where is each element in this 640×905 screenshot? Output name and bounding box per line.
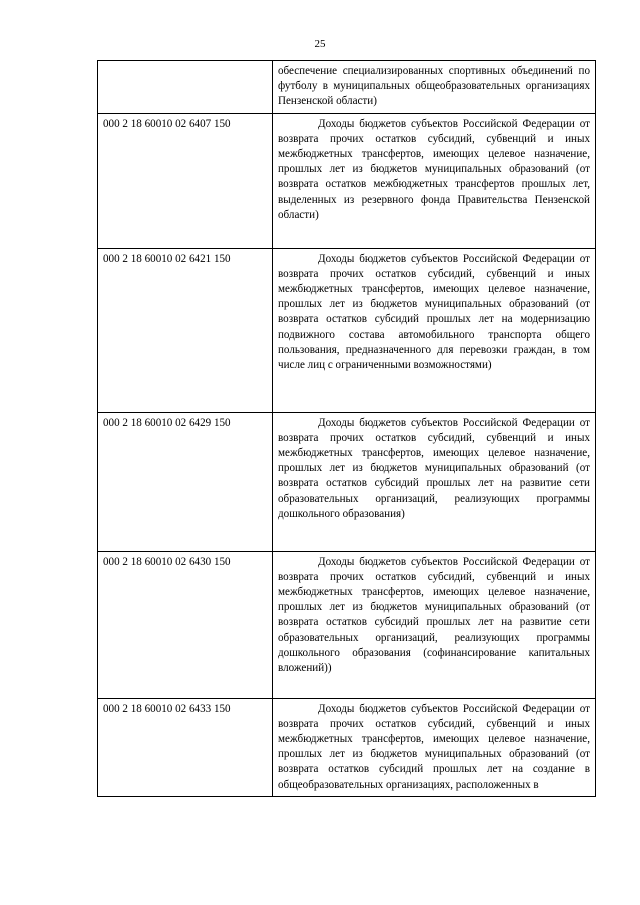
table-row — [98, 61, 596, 114]
revenue-code-cell: 000 2 18 60010 02 6429 150 — [98, 412, 273, 551]
revenue-description-text: Доходы бюджетов субъектов Российской Федерации от возврата прочих остатков субсидий, субвенций и иных межбюджетных трансфертов, имеющих целевое назначение, прошлых лет из бюджетов муниципальных образований (от возврата остатков субсидий прошлых лет на модернизацию подвижного состава автомобильного транспорта общего пользования, предназначенного для перевозки граждан, в том числе лиц с ограниченными возможностями) — [278, 252, 590, 372]
table-row — [98, 412, 596, 551]
revenue-description-cell — [273, 113, 596, 248]
revenue-description-text: Доходы бюджетов субъектов Российской Федерации от возврата прочих остатков субсидий, субвенций и иных межбюджетных трансфертов, имеющих целевое назначение, прошлых лет из бюджетов муниципальных образований (от возврата остатков субсидий прошлых лет на развитие сети образовательных организаций, реализующих программы дошкольного образования (софинансирование капитальных вложений)) — [278, 555, 590, 675]
table-row — [98, 248, 596, 412]
revenue-description-cell — [273, 412, 596, 551]
revenue-code-cell: 000 2 18 60010 02 6433 150 — [98, 698, 273, 796]
revenue-description-text: Доходы бюджетов субъектов Российской Федерации от возврата прочих остатков субсидий, субвенций и иных межбюджетных трансфертов, имеющих целевое назначение, прошлых лет из бюджетов муниципальных образований (от возврата остатков субсидий прошлых лет на создание в общеобразовательных организациях, расположенных в — [278, 702, 590, 791]
table-row — [98, 698, 596, 796]
revenue-description-cell — [273, 248, 596, 412]
revenue-code-cell: 000 2 18 60010 02 6430 150 — [98, 551, 273, 698]
revenue-description-cell — [273, 551, 596, 698]
revenue-description-text: Доходы бюджетов субъектов Российской Федерации от возврата прочих остатков субсидий, субвенций и иных межбюджетных трансфертов, имеющих целевое назначение, прошлых лет из бюджетов муниципальных образований (от возврата остатков межбюджетных трансфертов прошлых лет, выделенных из резервного фонда Правительства Пензенской области) — [278, 117, 590, 221]
revenue-description-cell — [273, 698, 596, 796]
revenue-code-cell — [98, 61, 273, 114]
revenue-code-cell: 000 2 18 60010 02 6407 150 — [98, 113, 273, 248]
page-number: 25 — [314, 38, 326, 50]
revenue-description-text: Доходы бюджетов субъектов Российской Федерации от возврата прочих остатков субсидий, субвенций и иных межбюджетных трансфертов, имеющих целевое назначение, прошлых лет из бюджетов муниципальных образований (от возврата остатков субсидий прошлых лет на развитие сети образовательных организаций, реализующих программы дошкольного образования) — [278, 416, 590, 520]
table-row — [98, 113, 596, 248]
revenue-codes-table — [97, 60, 596, 797]
revenue-code-cell: 000 2 18 60010 02 6421 150 — [98, 248, 273, 412]
revenue-description-cell: обеспечение специализированных спортивных объединений по футболу в муниципальных общеобразовательных организациях Пензенской области) — [273, 61, 596, 114]
table-row — [98, 551, 596, 698]
